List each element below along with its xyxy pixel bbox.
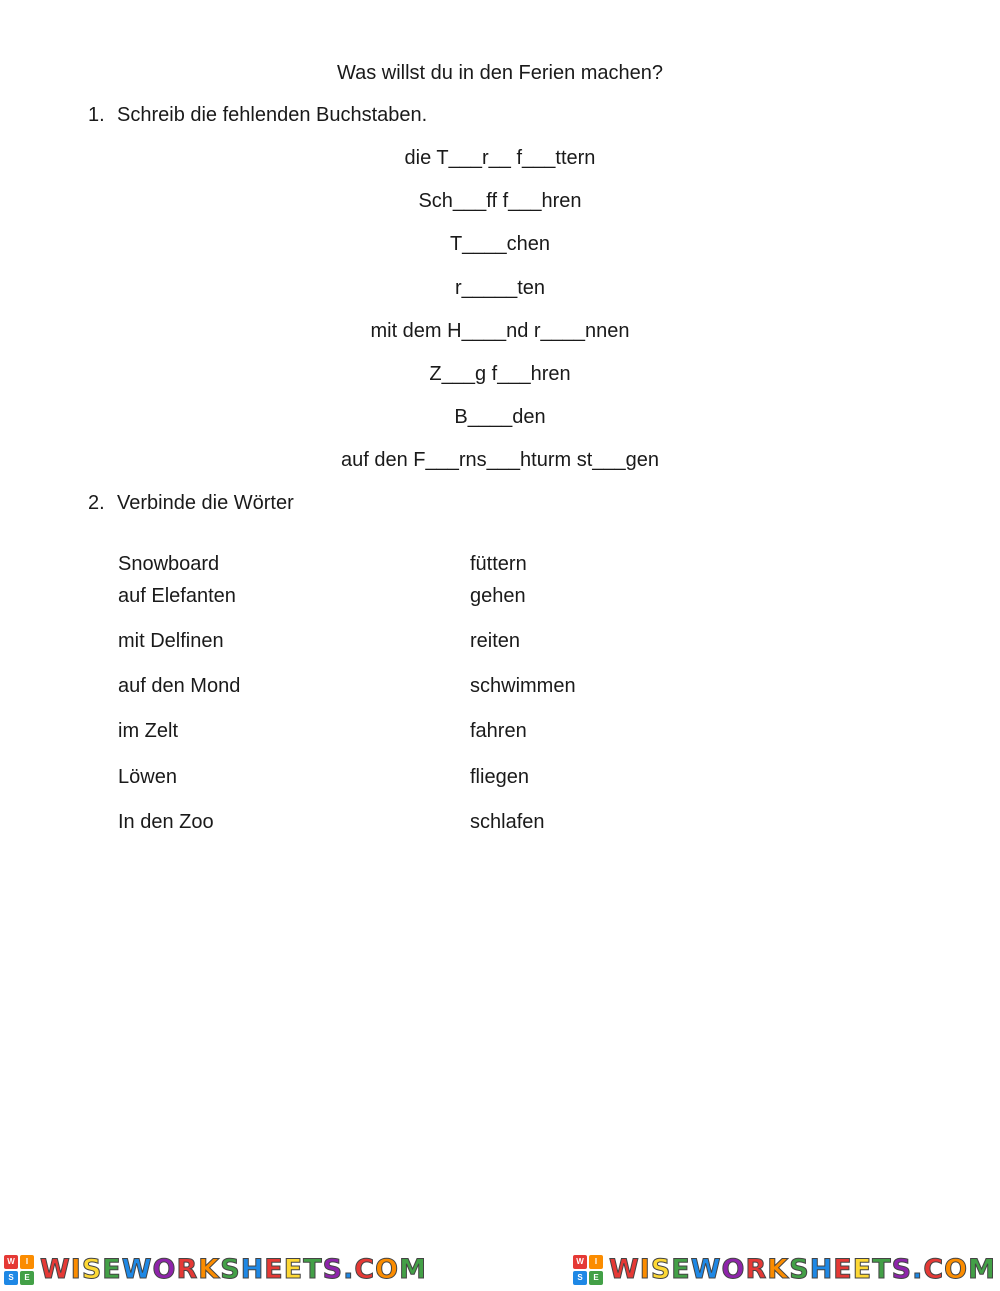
fill-in-item: T____chen bbox=[449, 233, 551, 256]
watermark-letter: S bbox=[81, 1254, 103, 1285]
watermark-letter: E bbox=[852, 1254, 873, 1285]
task-1-heading bbox=[88, 102, 427, 128]
task-2-number: 2. bbox=[88, 492, 105, 514]
watermark-logo-icon bbox=[4, 1255, 34, 1285]
watermark-letter: O bbox=[944, 1254, 969, 1285]
matching-row bbox=[0, 673, 1000, 699]
logo-tile: E bbox=[589, 1271, 603, 1285]
logo-tile: S bbox=[573, 1271, 587, 1285]
watermark-text bbox=[609, 1253, 996, 1287]
matching-left-word: auf Elefanten bbox=[118, 585, 236, 607]
matching-right-word: gehen bbox=[470, 585, 526, 607]
matching-right-word: schwimmen bbox=[470, 675, 576, 697]
watermark-letter: W bbox=[40, 1254, 71, 1285]
fill-in-item: mit dem H____nd r____nnen bbox=[370, 319, 630, 342]
watermark-letter: O bbox=[152, 1254, 177, 1285]
fill-in-item: r_____ten bbox=[454, 276, 546, 299]
matching-left-word: In den Zoo bbox=[118, 811, 214, 833]
logo-tile: W bbox=[573, 1255, 587, 1269]
watermark-logo-icon bbox=[573, 1255, 603, 1285]
watermark-letter: E bbox=[102, 1254, 122, 1285]
matching-right-word: schlafen bbox=[470, 811, 545, 833]
task-1-heading-text: Schreib die fehlenden Buchstaben. bbox=[117, 104, 428, 126]
matching-left-word: auf den Mond bbox=[118, 675, 241, 697]
watermark-letter: E bbox=[264, 1254, 284, 1285]
watermark-letter: T bbox=[872, 1254, 892, 1285]
watermark-letter: W bbox=[609, 1254, 640, 1285]
matching-left-word: im Zelt bbox=[118, 720, 178, 742]
watermark-letter: K bbox=[767, 1254, 790, 1285]
watermark-letter: H bbox=[809, 1254, 834, 1285]
matching-right-word: reiten bbox=[470, 630, 521, 652]
watermark-letter: M bbox=[968, 1254, 996, 1285]
logo-tile: I bbox=[589, 1255, 603, 1269]
watermark-letter: S bbox=[220, 1254, 241, 1285]
matching-row bbox=[0, 718, 1000, 744]
page-title: Was willst du in den Ferien machen? bbox=[336, 62, 664, 84]
watermark-letter: S bbox=[789, 1254, 810, 1285]
matching-row bbox=[0, 809, 1000, 835]
fill-in-list bbox=[0, 145, 1000, 491]
watermark-letter: S bbox=[891, 1254, 913, 1285]
logo-tile: W bbox=[4, 1255, 18, 1269]
fill-in-item: Sch___ff f___hren bbox=[418, 190, 582, 213]
watermark-letter: S bbox=[322, 1254, 344, 1285]
matching-row bbox=[0, 628, 1000, 654]
watermark-letter: O bbox=[721, 1254, 746, 1285]
watermark-letter: H bbox=[240, 1254, 265, 1285]
matching-left-word: Snowboard bbox=[118, 553, 220, 575]
matching-right-word: fliegen bbox=[470, 766, 529, 788]
watermark-text bbox=[40, 1253, 427, 1287]
fill-in-item: die T___r__ f___ttern bbox=[404, 147, 596, 169]
watermark-letter: W bbox=[690, 1254, 722, 1285]
watermark-letter: T bbox=[303, 1254, 323, 1285]
watermark-letter: I bbox=[70, 1254, 82, 1285]
task-2-heading bbox=[88, 490, 294, 516]
task-1-number: 1. bbox=[88, 104, 105, 126]
matching-row bbox=[0, 583, 1000, 609]
matching-row bbox=[0, 551, 1000, 577]
logo-tile: E bbox=[20, 1271, 34, 1285]
watermark-letter: R bbox=[176, 1254, 199, 1285]
matching-row bbox=[0, 764, 1000, 790]
watermark-letter: . bbox=[343, 1254, 355, 1285]
watermark-letter: S bbox=[650, 1254, 672, 1285]
fill-in-item: auf den F___rns___hturm st___gen bbox=[341, 449, 659, 472]
watermark-group bbox=[573, 1253, 996, 1287]
task-2-heading-text: Verbinde die Wörter bbox=[117, 492, 294, 514]
watermark-letter: E bbox=[283, 1254, 304, 1285]
watermark-letter: E bbox=[671, 1254, 691, 1285]
watermark-letter: I bbox=[639, 1254, 651, 1285]
watermark-letter: C bbox=[923, 1254, 945, 1285]
matching-left-word: Löwen bbox=[118, 766, 177, 788]
logo-tile: I bbox=[20, 1255, 34, 1269]
matching-right-word: füttern bbox=[470, 553, 527, 575]
matching-left-word: mit Delfinen bbox=[118, 630, 224, 652]
watermark-letter: C bbox=[354, 1254, 376, 1285]
watermark-letter: . bbox=[912, 1254, 924, 1285]
watermark-letter: O bbox=[375, 1254, 400, 1285]
watermark-letter: R bbox=[745, 1254, 768, 1285]
watermark-banner bbox=[0, 1252, 1000, 1288]
watermark-letter: K bbox=[198, 1254, 221, 1285]
watermark-letter: E bbox=[833, 1254, 853, 1285]
fill-in-item: B____den bbox=[454, 406, 546, 429]
fill-in-item: Z___g f___hren bbox=[429, 362, 571, 385]
matching-right-word: fahren bbox=[470, 720, 527, 742]
logo-tile: S bbox=[4, 1271, 18, 1285]
watermark-letter: W bbox=[121, 1254, 153, 1285]
watermark-group bbox=[4, 1253, 427, 1287]
watermark-letter: M bbox=[399, 1254, 427, 1285]
